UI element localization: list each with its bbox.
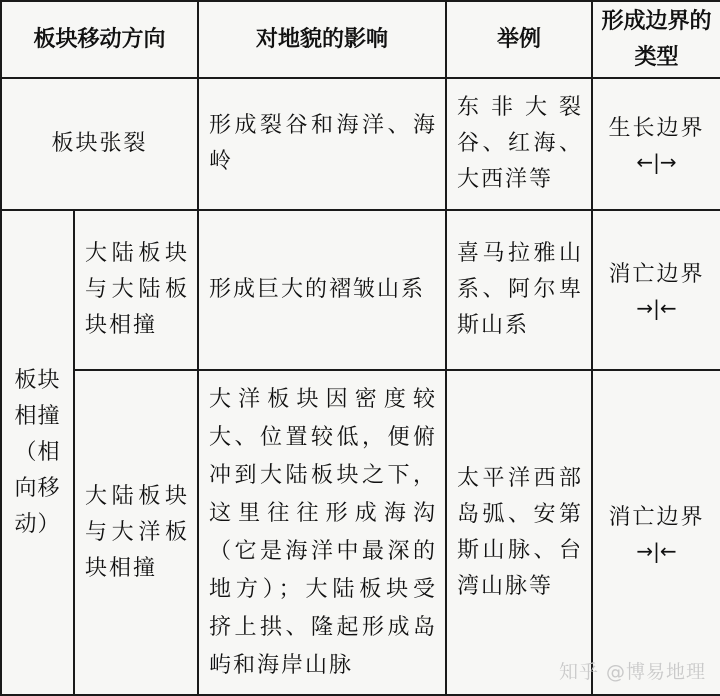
converging-arrows-icon: →|← (636, 538, 677, 563)
boundary-type-label: 消亡边界 (608, 504, 705, 530)
boundary-type-label: 生长边界 (608, 116, 705, 141)
header-example: 举例 (446, 1, 592, 78)
watermark: 知乎 @博易地理 (558, 661, 706, 683)
rifting-direction: 板块张裂 (1, 78, 198, 210)
row-continent-ocean (1, 370, 720, 695)
header-direction: 板块移动方向 (1, 1, 198, 78)
rifting-boundary (592, 78, 720, 210)
continent-continent-effect: 形成巨大的褶皱山系 (198, 210, 446, 370)
row-continent-continent (1, 210, 720, 370)
row-rifting (1, 78, 720, 210)
header-boundary: 形成边界的类型 (592, 1, 720, 78)
rifting-effect: 形成裂谷和海洋、海岭 (198, 78, 446, 210)
header-effect: 对地貌的影响 (198, 1, 446, 78)
collision-group-label: 板块相撞（相向移动） (1, 210, 74, 695)
continent-ocean-example: 太平洋西部岛弧、安第斯山脉、台湾山脉等 (446, 370, 592, 695)
continent-continent-boundary (592, 210, 720, 370)
continent-ocean-effect: 大洋板块因密度较大、位置较低，便俯冲到大陆板块之下，这里往往形成海沟（它是海洋中最深的地方）；大陆板块受挤上拱、隆起形成岛屿和海岸山脉 (198, 370, 446, 695)
continent-ocean-boundary (592, 370, 720, 695)
continent-continent-direction: 大陆板块与大陆板块相撞 (74, 210, 198, 370)
continent-ocean-direction: 大陆板块与大洋板块相撞 (74, 370, 198, 695)
continent-continent-example: 喜马拉雅山系、阿尔卑斯山系 (446, 210, 592, 370)
diverging-arrows-icon: ←|→ (636, 150, 677, 174)
header-row (1, 1, 720, 78)
boundary-type-label: 消亡边界 (608, 262, 705, 287)
converging-arrows-icon: →|← (636, 296, 677, 320)
rifting-example: 东非大裂谷、红海、大西洋等 (446, 78, 592, 210)
